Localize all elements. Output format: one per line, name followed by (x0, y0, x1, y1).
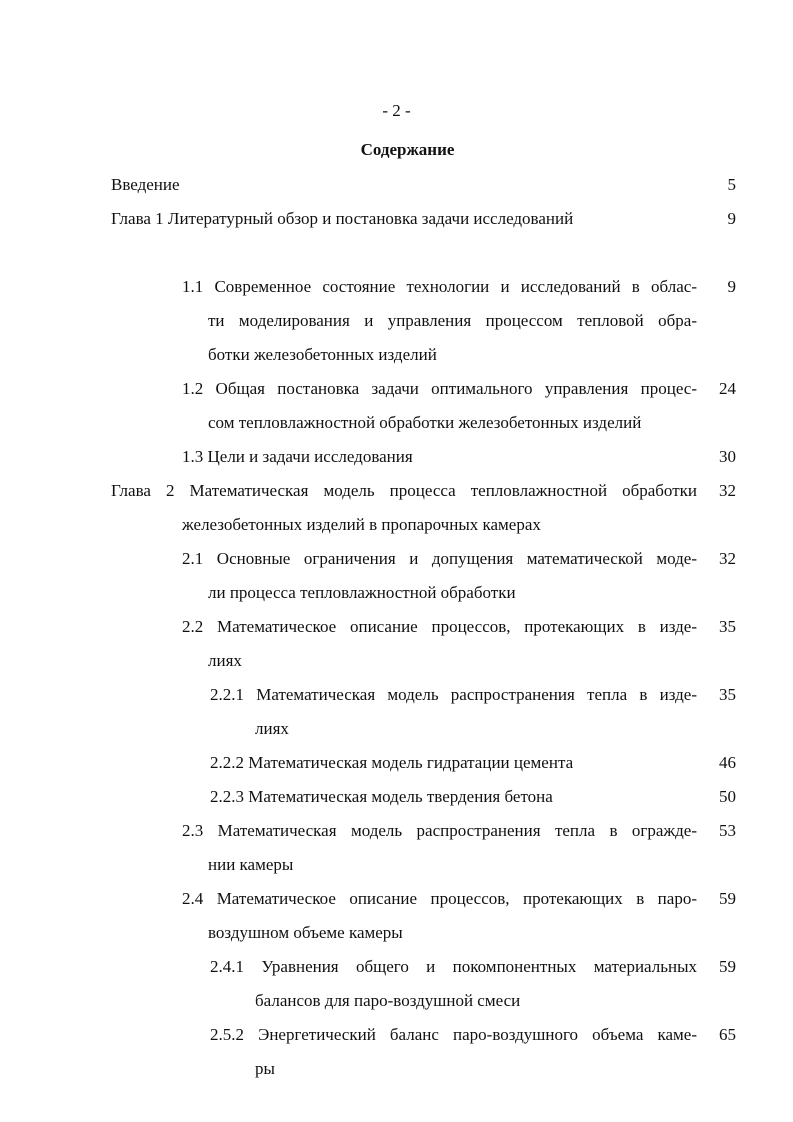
page-title: Содержание (360, 140, 455, 159)
toc-page-number: 32 (719, 549, 736, 568)
toc-page-number: 46 (719, 753, 736, 772)
toc-line: воздушном объеме камеры (208, 923, 403, 942)
toc-line: 1.3 Цели и задачи исследования (182, 447, 413, 466)
toc-line: лиях (255, 719, 289, 738)
toc-line: 1.1 Современное состояние технологии и исследований в облас- (182, 277, 697, 296)
toc-line: Глава 2 Математическая модель процесса тепловлажностной обработки (111, 481, 697, 500)
toc-page-number: 5 (727, 175, 736, 194)
toc-line: Глава 1 Литературный обзор и постановка задачи исследований (111, 209, 574, 228)
toc-line: лиях (208, 651, 242, 670)
toc-page-number: 24 (719, 379, 736, 398)
toc-page-number: 9 (727, 209, 736, 228)
toc-page-number: 32 (719, 481, 736, 500)
toc-line: 2.3 Математическая модель распространения тепла в огражде- (182, 821, 697, 840)
toc-line: 2.2 Математическое описание процессов, протекающих в изде- (182, 617, 697, 636)
toc-line: сом тепловлажностной обработки железобетонных изделий (208, 413, 642, 432)
toc-line: ботки железобетонных изделий (208, 345, 437, 364)
toc-line: 2.2.3 Математическая модель твердения бетона (210, 787, 553, 806)
toc-line: ти моделирования и управления процессом тепловой обра- (208, 311, 697, 330)
toc-line: 2.4 Математическое описание процессов, протекающих в паро- (182, 889, 697, 908)
toc-page-number: 30 (719, 447, 736, 466)
page-number: - 2 - (382, 101, 411, 120)
toc-page-number: 35 (719, 685, 736, 704)
toc-line: ли процесса тепловлажностной обработки (208, 583, 516, 602)
toc-line: 2.2.2 Математическая модель гидратации цемента (210, 753, 574, 772)
toc-line: балансов для паро-воздушной смеси (255, 991, 521, 1010)
toc-page-number: 53 (719, 821, 736, 840)
toc-line: нии камеры (208, 855, 294, 874)
toc-line: железобетонных изделий в пропарочных камерах (182, 515, 541, 534)
toc-line: Введение (111, 175, 180, 194)
toc-page-number: 50 (719, 787, 736, 806)
toc-line: 2.2.1 Математическая модель распространения тепла в изде- (210, 685, 697, 704)
toc-page-number: 59 (719, 889, 736, 908)
toc-page-number: 35 (719, 617, 736, 636)
toc-page-number: 65 (719, 1025, 736, 1044)
toc-line: 2.5.2 Энергетический баланс паро-воздушного объема каме- (210, 1025, 697, 1044)
toc-line: 2.1 Основные ограничения и допущения математической моде- (182, 549, 697, 568)
toc-line: 2.4.1 Уравнения общего и покомпонентных материальных (210, 957, 697, 976)
toc-line: ры (255, 1059, 275, 1078)
toc-page-number: 9 (727, 277, 736, 296)
toc-line: 1.2 Общая постановка задачи оптимального управления процес- (182, 379, 697, 398)
toc-page-number: 59 (719, 957, 736, 976)
